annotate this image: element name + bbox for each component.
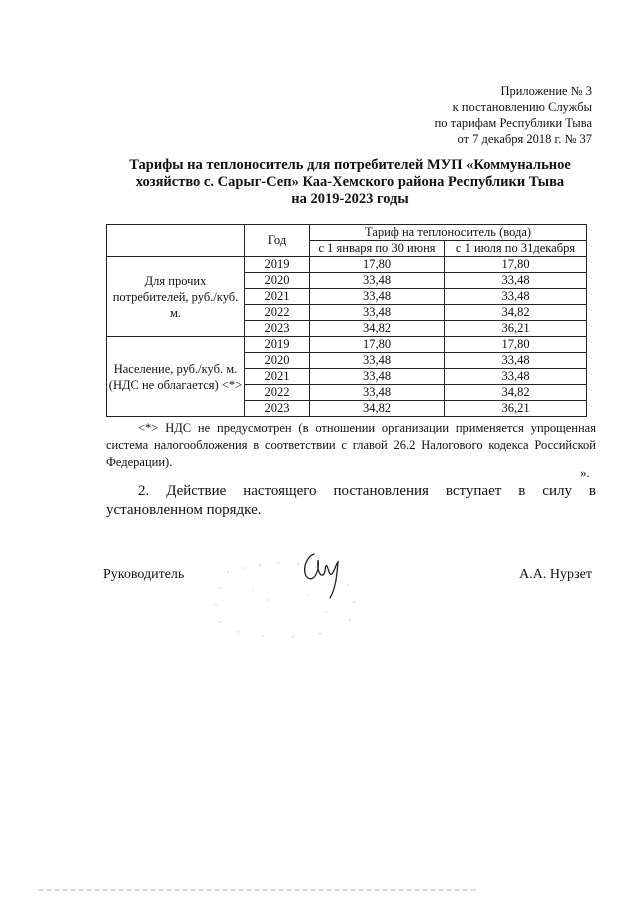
appendix-date: от 7 декабря 2018 г. № 37 bbox=[457, 132, 592, 146]
appendix-header bbox=[435, 83, 592, 147]
table-header-row bbox=[107, 225, 587, 241]
tariff-cell: 33,48 bbox=[445, 273, 587, 289]
paragraph-effective bbox=[106, 482, 596, 520]
tariff-cell: 34,82 bbox=[445, 385, 587, 401]
year-cell: 2021 bbox=[245, 369, 310, 385]
tariff-cell: 33,48 bbox=[310, 369, 445, 385]
table-header-empty bbox=[107, 225, 245, 257]
tariff-cell: 33,48 bbox=[310, 353, 445, 369]
appendix-ref-line: к постановлению Службы bbox=[452, 100, 592, 114]
tariff-cell: 34,82 bbox=[310, 401, 445, 417]
tariff-cell: 33,48 bbox=[310, 289, 445, 305]
tariff-cell: 17,80 bbox=[445, 257, 587, 273]
group-label: Для прочих потребителей, руб./куб. м. bbox=[107, 257, 245, 337]
appendix-ref-line: по тарифам Республики Тыва bbox=[434, 116, 592, 130]
year-cell: 2023 bbox=[245, 321, 310, 337]
year-cell: 2023 bbox=[245, 401, 310, 417]
document-title bbox=[60, 157, 640, 208]
tariff-cell: 34,82 bbox=[310, 321, 445, 337]
year-cell: 2021 bbox=[245, 289, 310, 305]
title-line: Тарифы на теплоноситель для потребителей МУП «Коммунальное bbox=[129, 157, 571, 173]
tariff-cell: 36,21 bbox=[445, 321, 587, 337]
year-cell: 2022 bbox=[245, 305, 310, 321]
signatory-position: Руководитель bbox=[103, 567, 185, 582]
tariff-cell: 33,48 bbox=[310, 273, 445, 289]
table-header-period2: с 1 июля по 31декабря bbox=[445, 241, 587, 257]
year-cell: 2020 bbox=[245, 353, 310, 369]
table-row bbox=[107, 257, 587, 273]
tariff-cell: 17,80 bbox=[445, 337, 587, 353]
signatory-name: А.А. Нурзет bbox=[519, 567, 592, 582]
title-line: на 2019-2023 годы bbox=[291, 191, 409, 207]
year-cell: 2020 bbox=[245, 273, 310, 289]
tariff-cell: 17,80 bbox=[310, 257, 445, 273]
paragraph-text: 2. Действие настоящего постановления вступает в силу в установленном порядке. bbox=[106, 483, 596, 518]
tariff-cell: 17,80 bbox=[310, 337, 445, 353]
tariff-cell: 33,48 bbox=[445, 353, 587, 369]
tariff-cell: 36,21 bbox=[445, 401, 587, 417]
year-cell: 2019 bbox=[245, 257, 310, 273]
tariff-cell: 33,48 bbox=[310, 385, 445, 401]
table-row bbox=[107, 337, 587, 353]
table-header-year: Год bbox=[245, 225, 310, 257]
year-cell: 2022 bbox=[245, 385, 310, 401]
table-header-tariff: Тариф на теплоноситель (вода) bbox=[310, 225, 587, 241]
handwritten-signature bbox=[296, 544, 356, 604]
scan-edge-line bbox=[38, 888, 478, 892]
appendix-number: Приложение № 3 bbox=[500, 84, 592, 98]
tariff-table bbox=[106, 224, 587, 417]
tariff-cell: 33,48 bbox=[310, 305, 445, 321]
group-label: Население, руб./куб. м. (НДС не облагается) <*> bbox=[107, 337, 245, 417]
closing-quote: ». bbox=[580, 465, 590, 480]
year-cell: 2019 bbox=[245, 337, 310, 353]
tariff-cell: 33,48 bbox=[445, 289, 587, 305]
tariff-cell: 34,82 bbox=[445, 305, 587, 321]
title-line: хозяйство с. Сарыг-Сеп» Каа-Хемского района Республики Тыва bbox=[135, 174, 565, 190]
footnote bbox=[106, 420, 596, 471]
tariff-cell: 33,48 bbox=[445, 369, 587, 385]
footnote-text: <*> НДС не предусмотрен (в отношении организации применяется упрощенная система налогообложения в соответствии с главой 26.2 Налогового кодекса Российской Федерации). bbox=[106, 421, 596, 469]
table-header-period1: с 1 января по 30 июня bbox=[310, 241, 445, 257]
